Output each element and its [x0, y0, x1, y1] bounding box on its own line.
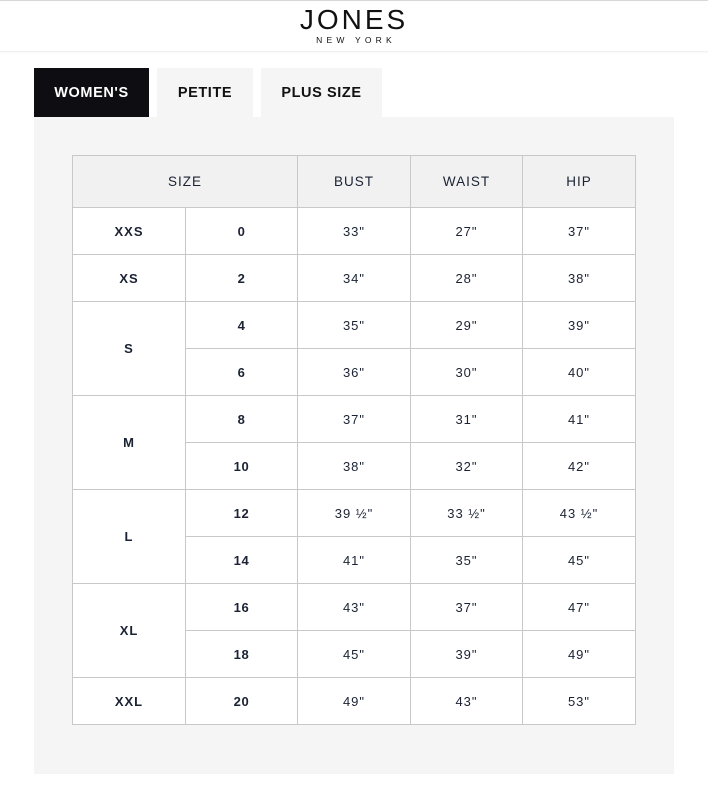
waist-value: 33 ½" — [411, 490, 523, 537]
header-hip: HIP — [523, 156, 636, 208]
table-row — [73, 678, 636, 725]
bust-value: 35" — [298, 302, 411, 349]
waist-value: 30" — [411, 349, 523, 396]
site-header — [0, 1, 708, 52]
hip-value: 45" — [523, 537, 636, 584]
hip-value: 38" — [523, 255, 636, 302]
hip-value: 53" — [523, 678, 636, 725]
size-label: XXL — [73, 678, 186, 725]
table-row — [73, 208, 636, 255]
bust-value: 49" — [298, 678, 411, 725]
hip-value: 39" — [523, 302, 636, 349]
table-row — [73, 490, 636, 537]
hip-value: 37" — [523, 208, 636, 255]
bust-value: 33" — [298, 208, 411, 255]
size-number: 8 — [186, 396, 298, 443]
size-number: 20 — [186, 678, 298, 725]
bust-value: 39 ½" — [298, 490, 411, 537]
hip-value: 42" — [523, 443, 636, 490]
table-row — [73, 255, 636, 302]
size-label: XL — [73, 584, 186, 678]
bust-value: 45" — [298, 631, 411, 678]
size-chart-panel — [34, 117, 674, 774]
size-number: 2 — [186, 255, 298, 302]
brand-logo[interactable] — [0, 6, 708, 45]
size-label: M — [73, 396, 186, 490]
size-number: 16 — [186, 584, 298, 631]
waist-value: 43" — [411, 678, 523, 725]
waist-value: 27" — [411, 208, 523, 255]
size-number: 10 — [186, 443, 298, 490]
hip-value: 49" — [523, 631, 636, 678]
bust-value: 41" — [298, 537, 411, 584]
waist-value: 39" — [411, 631, 523, 678]
waist-value: 35" — [411, 537, 523, 584]
brand-name: JONES — [299, 4, 409, 35]
bust-value: 38" — [298, 443, 411, 490]
brand-subname: NEW YORK — [316, 35, 396, 45]
hip-value: 40" — [523, 349, 636, 396]
hip-value: 43 ½" — [523, 490, 636, 537]
size-chart-table — [72, 155, 636, 725]
size-label: S — [73, 302, 186, 396]
tab-plus-size[interactable]: PLUS SIZE — [261, 68, 382, 117]
tab-petite[interactable]: PETITE — [157, 68, 253, 117]
hip-value: 41" — [523, 396, 636, 443]
waist-value: 37" — [411, 584, 523, 631]
header-bust: BUST — [298, 156, 411, 208]
size-number: 4 — [186, 302, 298, 349]
size-label: XXS — [73, 208, 186, 255]
size-label: XS — [73, 255, 186, 302]
table-row — [73, 584, 636, 631]
bust-value: 37" — [298, 396, 411, 443]
table-header-row — [73, 156, 636, 208]
hip-value: 47" — [523, 584, 636, 631]
size-number: 18 — [186, 631, 298, 678]
bust-value: 43" — [298, 584, 411, 631]
waist-value: 29" — [411, 302, 523, 349]
bust-value: 36" — [298, 349, 411, 396]
header-waist: WAIST — [411, 156, 523, 208]
bust-value: 34" — [298, 255, 411, 302]
tab-womens[interactable]: WOMEN'S — [34, 68, 149, 117]
size-number: 6 — [186, 349, 298, 396]
waist-value: 31" — [411, 396, 523, 443]
size-number: 12 — [186, 490, 298, 537]
table-row — [73, 396, 636, 443]
size-number: 0 — [186, 208, 298, 255]
size-label: L — [73, 490, 186, 584]
waist-value: 32" — [411, 443, 523, 490]
size-number: 14 — [186, 537, 298, 584]
header-size: SIZE — [73, 156, 298, 208]
table-row — [73, 302, 636, 349]
waist-value: 28" — [411, 255, 523, 302]
